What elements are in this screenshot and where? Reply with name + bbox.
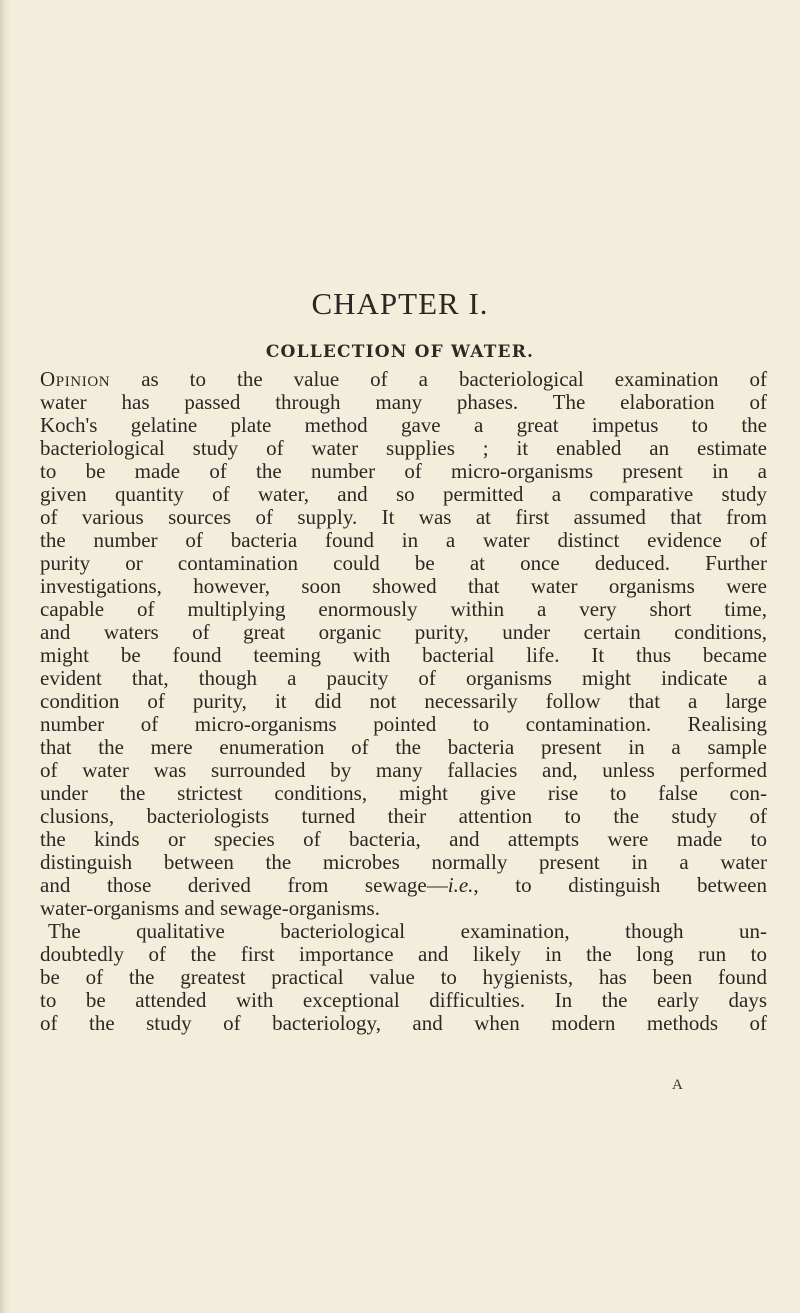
text-line: purity or contamination could be at once deduced. Further [40, 552, 767, 575]
text-line: of the study of bacteriology, and when modern methods of [40, 1012, 767, 1035]
section-title: COLLECTION OF WATER. [265, 342, 535, 362]
text-line: bacteriological study of water supplies ; it enabled an estimate [40, 437, 767, 460]
text-line: and those derived from sewage—i.e., to distinguish between [40, 874, 767, 897]
text-line: be of the greatest practical value to hygienists, has been found [40, 966, 767, 989]
body-text [40, 368, 767, 1035]
text-line: capable of multiplying enormously within a very short time, [40, 598, 767, 621]
text-line: Opinion as to the value of a bacteriological examination of [40, 368, 767, 391]
text-line: and waters of great organic purity, under certain conditions, [40, 621, 767, 644]
text-line: water has passed through many phases. The elaboration of [40, 391, 767, 414]
text-line: the number of bacteria found in a water distinct evidence of [40, 529, 767, 552]
text-line: distinguish between the microbes normally present in a water [40, 851, 767, 874]
opening-word: Opinion [40, 368, 111, 391]
text-line: to be attended with exceptional difficulties. In the early days [40, 989, 767, 1012]
chapter-title: CHAPTER I. [311, 286, 489, 321]
text-line: doubtedly of the first importance and likely in the long run to [40, 943, 767, 966]
text-line: might be found teeming with bacterial life. It thus became [40, 644, 767, 667]
text-line: of various sources of supply. It was at first assumed that from [40, 506, 767, 529]
text-line: that the mere enumeration of the bacteria present in a sample [40, 736, 767, 759]
text-line: under the strictest conditions, might give rise to false con- [40, 782, 767, 805]
text-line: water-organisms and sewage-organisms. [40, 897, 380, 920]
text-line: given quantity of water, and so permitted a comparative study [40, 483, 767, 506]
text-line: condition of purity, it did not necessarily follow that a large [40, 690, 767, 713]
text-line: Koch's gelatine plate method gave a great impetus to the [40, 414, 767, 437]
text-line: investigations, however, soon showed that water organisms were [40, 575, 767, 598]
text-line: clusions, bacteriologists turned their attention to the study of [40, 805, 767, 828]
text-line: of water was surrounded by many fallacies and, unless performed [40, 759, 767, 782]
page-edge-shadow [0, 0, 10, 1313]
text-line: number of micro-organisms pointed to contamination. Realising [40, 713, 767, 736]
text-line: evident that, though a paucity of organisms might indicate a [40, 667, 767, 690]
signature-mark: A [672, 1077, 683, 1093]
text-line: the kinds or species of bacteria, and attempts were made to [40, 828, 767, 851]
text-line: to be made of the number of micro-organisms present in a [40, 460, 767, 483]
text-line: The qualitative bacteriological examination, though un- [48, 920, 767, 943]
